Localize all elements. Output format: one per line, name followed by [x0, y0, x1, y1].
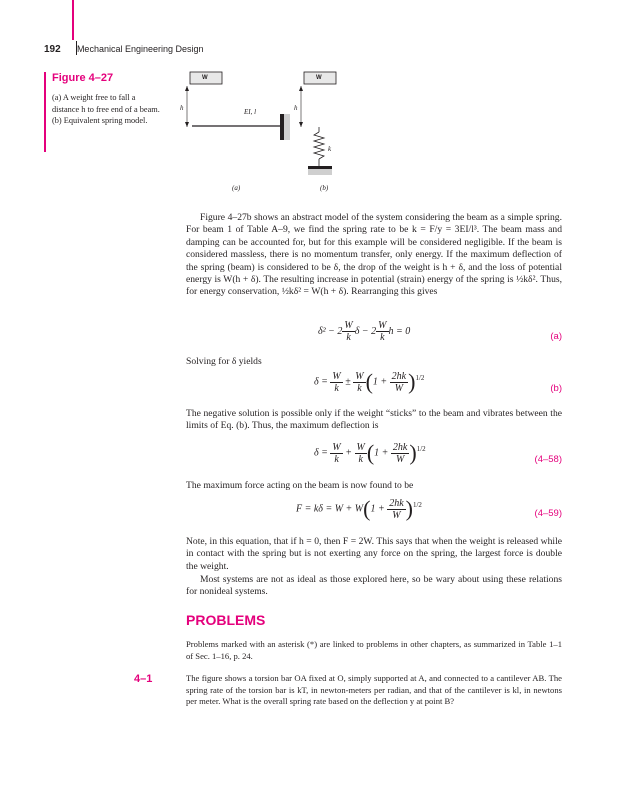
figure-accent-rule	[44, 72, 46, 152]
header-separator	[76, 41, 77, 55]
equation-4-58-tag: (4–58)	[534, 454, 562, 465]
equation-a-tag: (a)	[550, 331, 562, 342]
subfigure-b-label: (b)	[320, 184, 329, 192]
ground-hatch	[308, 169, 332, 175]
paragraph-solving: Solving for δ yields	[186, 356, 262, 367]
page-number: 192	[44, 44, 61, 55]
height-arrowhead-a-bottom	[185, 122, 189, 127]
page-accent-rule	[72, 0, 74, 40]
book-title: Mechanical Engineering Design	[76, 44, 204, 54]
paragraph-negative-solution: The negative solution is possible only if the weight “sticks” to the beam and vibrates between the limits of Eq. (b). Thus, the maximum deflection is	[186, 408, 562, 432]
wall-support	[280, 114, 284, 140]
equation-4-59: F = kδ = W + W(1 + $\frac{2hk}{W}$ )$^{1/2}$	[296, 496, 422, 521]
height-arrowhead-a-top	[185, 86, 189, 91]
height-label-a: h	[180, 104, 184, 112]
subfigure-a-label: (a)	[232, 184, 241, 192]
equation-4-59-tag: (4–59)	[534, 508, 562, 519]
weight-label-b: W	[316, 75, 322, 81]
paragraph-intro: Figure 4–27b shows an abstract model of the system considering the beam as a simple spring. For beam 1 of Table A–9, we find the spring rate to be k = F/y = 3EI/l³. The beam mass and damping can be accounted for, but for this example will be considered negligible. If the beam is considered massless, there is no momentum transfer, only energy. If the maximum deflection of the spring (beam) is considered to be δ, the drop of the weight is h + δ, and the loss of potential energy is W(h + δ). The resulting increase in potential (strain) energy of the spring is ½kδ². Thus, for energy conservation, ½kδ² = W(h + δ). Rearranging this gives	[186, 212, 562, 298]
problems-intro: Problems marked with an asterisk (*) are linked to problems in other chapters, as summarized in Table 1–1 of Sec. 1–16, p. 24.	[186, 639, 562, 661]
spring-rate-label: k	[328, 145, 332, 153]
problems-heading: PROBLEMS	[186, 612, 266, 628]
problem-text: The figure shows a torsion bar OA fixed at O, simply supported at A, and connected to a cantilever AB. The spring rate of the torsion bar is kT, in newton-meters per radian, and that of the cantilever is kl, in newtons per meter. What is the overall spring rate based on the deflection y at point B?	[186, 673, 562, 707]
beam-label: EI, l	[244, 108, 257, 116]
equation-a: δ² − 2 $\frac{W}{k}$ δ − 2 $\frac{W}{k}$ h = 0	[318, 320, 411, 343]
running-header	[44, 44, 204, 55]
height-arrowhead-b-bottom	[299, 122, 303, 127]
height-label-b: h	[294, 104, 298, 112]
equation-4-58: δ = $\frac{W}{k}$ + $\frac{W}{k}$ (1 + $\frac{2hk}{W}$ )$^{1/2}$	[314, 440, 426, 465]
figure-illustration	[170, 70, 370, 194]
wall-hatch	[284, 114, 290, 140]
height-arrowhead-b-top	[299, 86, 303, 91]
weight-label-a: W	[202, 75, 208, 81]
paragraph-note: Note, in this equation, that if h = 0, then F = 2W. This says that when the weight is released while in contact with the spring but is not exerting any force on the spring, the largest force is double the weight.	[186, 536, 562, 572]
ground-line	[308, 166, 332, 169]
problem-number: 4–1	[134, 673, 153, 685]
equation-b: δ = $\frac{W}{k}$ ± $\frac{W}{k}$ (1 + $\frac{2hk}{W}$ )$^{1/2}$	[314, 369, 425, 394]
figure-caption: (a) A weight free to fall a distance h to free end of a beam. (b) Equivalent spring model.	[52, 93, 160, 125]
paragraph-max-force: The maximum force acting on the beam is now found to be	[186, 480, 414, 491]
equation-b-tag: (b)	[550, 383, 562, 394]
figure-title: Figure 4–27	[52, 72, 114, 84]
spring-coil	[314, 132, 324, 159]
paragraph-nonideal: Most systems are not as ideal as those explored here, so be wary about using these relations for nonideal systems.	[186, 574, 562, 598]
